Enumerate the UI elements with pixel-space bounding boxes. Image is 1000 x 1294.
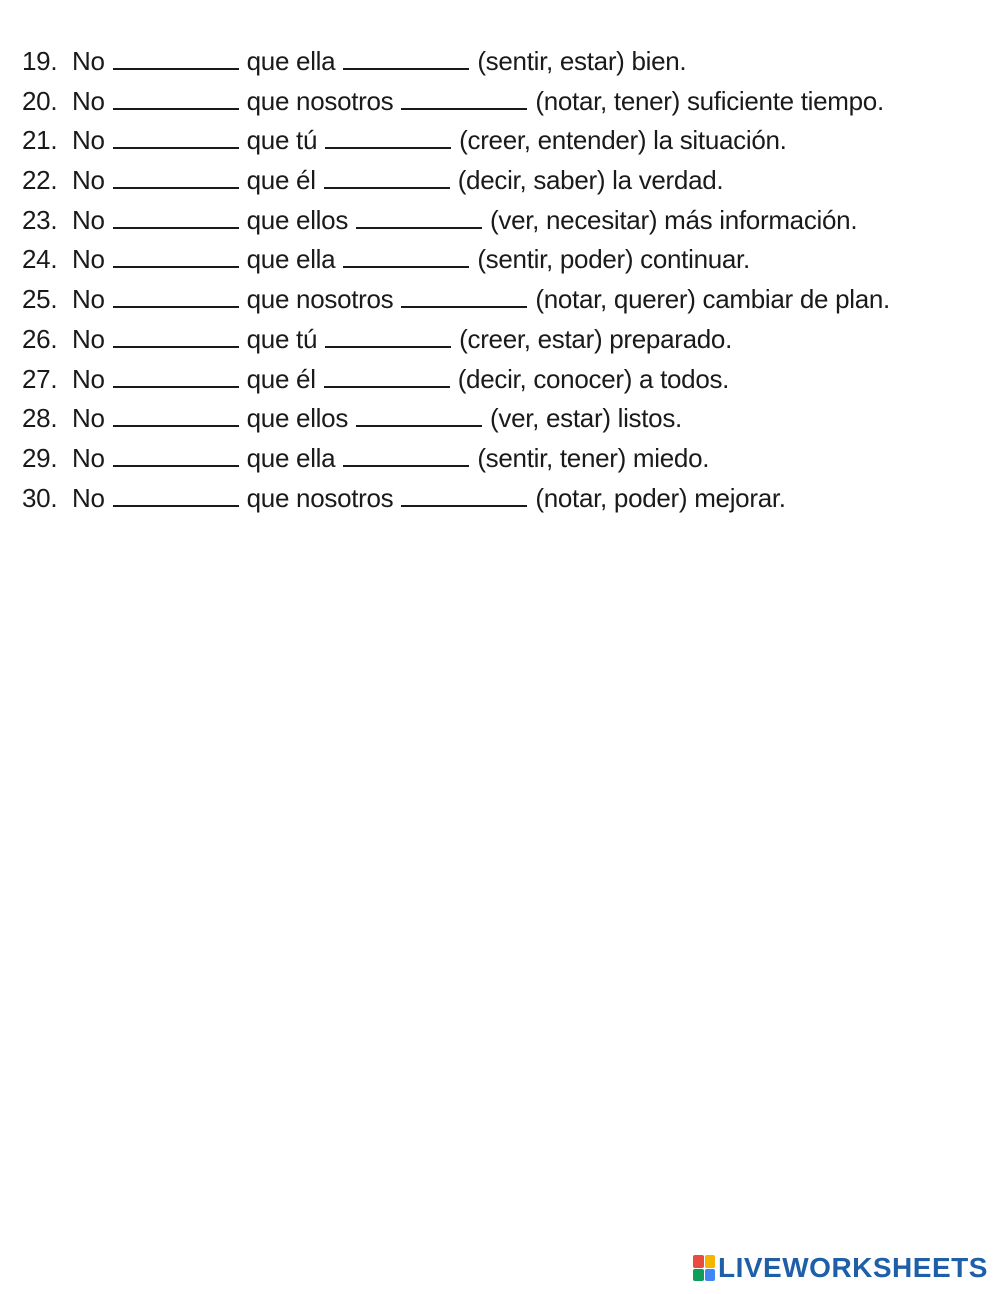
answer-blank-2[interactable] xyxy=(324,186,450,189)
item-number: 29. xyxy=(22,442,58,473)
answer-blank-2[interactable] xyxy=(343,464,469,467)
item-number: 30. xyxy=(22,482,58,513)
item-no: No xyxy=(72,165,105,196)
item-no: No xyxy=(72,204,105,235)
answer-blank-1[interactable] xyxy=(113,464,239,467)
item-hint: (decir, conocer) a todos. xyxy=(457,363,730,394)
exercise-item xyxy=(22,244,982,284)
item-hint: (creer, estar) preparado. xyxy=(459,323,732,354)
exercise-item xyxy=(22,46,982,86)
item-number: 23. xyxy=(22,204,58,235)
item-subject: que ella xyxy=(246,244,336,275)
item-no: No xyxy=(72,85,105,116)
item-subject: que nosotros xyxy=(246,284,394,315)
answer-blank-2[interactable] xyxy=(356,424,482,427)
exercise-item xyxy=(22,86,982,126)
answer-blank-2[interactable] xyxy=(325,146,451,149)
brand-name: LIVEWORKSHEETS xyxy=(718,1252,988,1283)
exercise-item xyxy=(22,324,982,364)
item-subject: que ella xyxy=(246,442,336,473)
liveworksheets-logo xyxy=(693,1252,988,1284)
item-subject: que él xyxy=(246,165,316,196)
exercise-item xyxy=(22,403,982,443)
item-no: No xyxy=(72,125,105,156)
item-subject: que nosotros xyxy=(246,482,394,513)
item-hint: (notar, tener) suficiente tiempo. xyxy=(535,85,884,116)
item-subject: que tú xyxy=(246,323,318,354)
answer-blank-2[interactable] xyxy=(356,226,482,229)
item-number: 26. xyxy=(22,323,58,354)
answer-blank-2[interactable] xyxy=(343,265,469,268)
item-subject: que tú xyxy=(246,125,318,156)
item-subject: que ellos xyxy=(246,403,349,434)
item-hint: (sentir, poder) continuar. xyxy=(477,244,750,275)
item-hint: (ver, necesitar) más información. xyxy=(490,204,858,235)
answer-blank-1[interactable] xyxy=(113,305,239,308)
item-no: No xyxy=(72,284,105,315)
item-hint: (decir, saber) la verdad. xyxy=(457,165,724,196)
exercise-item xyxy=(22,125,982,165)
answer-blank-2[interactable] xyxy=(343,67,469,70)
item-number: 27. xyxy=(22,363,58,394)
item-number: 20. xyxy=(22,85,58,116)
item-number: 24. xyxy=(22,244,58,275)
item-no: No xyxy=(72,442,105,473)
item-hint: (sentir, tener) miedo. xyxy=(477,442,710,473)
exercise-item xyxy=(22,284,982,324)
exercise-item xyxy=(22,205,982,245)
answer-blank-1[interactable] xyxy=(113,67,239,70)
item-number: 21. xyxy=(22,125,58,156)
answer-blank-1[interactable] xyxy=(113,146,239,149)
answer-blank-2[interactable] xyxy=(325,345,451,348)
item-no: No xyxy=(72,363,105,394)
item-no: No xyxy=(72,323,105,354)
worksheet xyxy=(22,46,982,522)
exercise-item xyxy=(22,165,982,205)
item-no: No xyxy=(72,46,105,76)
item-number: 25. xyxy=(22,284,58,315)
answer-blank-1[interactable] xyxy=(113,226,239,229)
liveworksheets-logo-icon xyxy=(693,1255,715,1281)
exercise-item xyxy=(22,443,982,483)
answer-blank-1[interactable] xyxy=(113,265,239,268)
answer-blank-2[interactable] xyxy=(401,504,527,507)
item-no: No xyxy=(72,244,105,275)
exercise-item xyxy=(22,483,982,523)
item-subject: que ellos xyxy=(246,204,349,235)
item-hint: (ver, estar) listos. xyxy=(490,403,682,434)
item-subject: que él xyxy=(246,363,316,394)
item-number: 22. xyxy=(22,165,58,196)
item-number: 28. xyxy=(22,403,58,434)
item-subject: que nosotros xyxy=(246,85,394,116)
item-hint: (notar, poder) mejorar. xyxy=(535,482,786,513)
item-no: No xyxy=(72,403,105,434)
answer-blank-1[interactable] xyxy=(113,504,239,507)
item-number: 19. xyxy=(22,46,58,76)
item-hint: (sentir, estar) bien. xyxy=(477,46,687,76)
answer-blank-1[interactable] xyxy=(113,186,239,189)
answer-blank-1[interactable] xyxy=(113,107,239,110)
answer-blank-1[interactable] xyxy=(113,385,239,388)
exercise-item xyxy=(22,364,982,404)
item-hint: (creer, entender) la situación. xyxy=(459,125,787,156)
answer-blank-2[interactable] xyxy=(401,107,527,110)
item-hint: (notar, querer) cambiar de plan. xyxy=(535,284,890,315)
answer-blank-2[interactable] xyxy=(324,385,450,388)
answer-blank-1[interactable] xyxy=(113,345,239,348)
item-subject: que ella xyxy=(246,46,336,76)
answer-blank-2[interactable] xyxy=(401,305,527,308)
answer-blank-1[interactable] xyxy=(113,424,239,427)
item-no: No xyxy=(72,482,105,513)
